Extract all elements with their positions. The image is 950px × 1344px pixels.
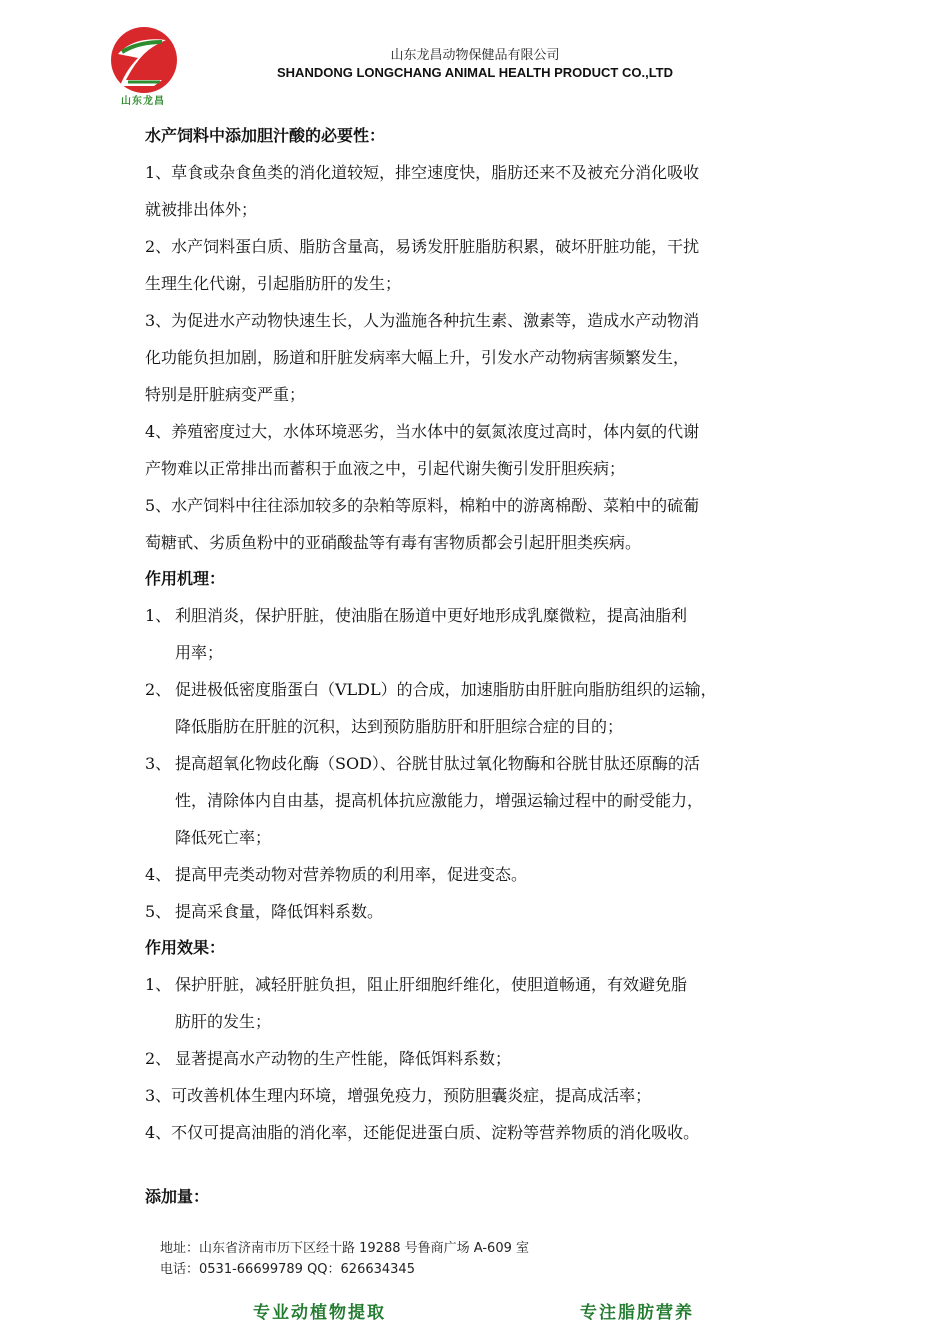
document-body <box>145 118 815 1215</box>
section-title-mechanism: 作用机理： <box>145 569 226 588</box>
paragraph-line: 生理生化代谢，引起脂肪肝的发生； <box>145 274 402 293</box>
paragraph-line: 3、为促进水产动物快速生长，人为滥施各种抗生素、激素等，造成水产动物消 <box>145 311 700 330</box>
list-item <box>145 597 815 671</box>
paragraph-line: 化功能负担加剧，肠道和肝脏发病率大幅上升，引发水产动物病害频繁发生， <box>145 348 690 367</box>
section-title-dosage: 添加量： <box>145 1187 210 1206</box>
logo-text: 山东龙昌 <box>121 96 165 107</box>
paragraph-line: 产物难以正常排出而蓄积于血液之中，引起代谢失衡引发肝胆疾病； <box>145 459 626 478</box>
list-line: 促进极低密度脂蛋白（VLDL）的合成，加速脂肪由肝脏向脂肪组织的运输， <box>175 680 717 699</box>
list-line: 显著提高水产动物的生产性能，降低饵料系数； <box>175 1049 512 1068</box>
paragraph-line: 4、养殖密度过大，水体环境恶劣，当水体中的氨氮浓度过高时，体内氨的代谢 <box>145 422 700 441</box>
list-line: 提高超氧化物歧化酶（SOD）、谷胱甘肽过氧化物酶和谷胱甘肽还原酶的活 <box>175 754 700 773</box>
list-number: 1、 <box>145 975 172 994</box>
list-number: 5、 <box>145 902 172 921</box>
list-item <box>145 671 815 745</box>
list-line: 肪肝的发生； <box>175 1012 272 1031</box>
paragraph-line: 特别是肝脏病变严重； <box>145 385 306 404</box>
list-line: 降低脂肪在肝脏的沉积，达到预防脂肪肝和肝胆综合症的目的； <box>175 717 624 736</box>
footer-contact <box>160 1238 529 1280</box>
slogan-right: 专注脂肪营养 <box>580 1303 694 1323</box>
paragraph-line: 萄糖甙、劣质鱼粉中的亚硝酸盐等有毒有害物质都会引起肝胆类疾病。 <box>145 533 642 552</box>
list-item <box>145 745 815 856</box>
paragraph-line: 2、水产饲料蛋白质、脂肪含量高，易诱发肝脏脂肪积累，破坏肝脏功能，干扰 <box>145 237 700 256</box>
paragraph-line: 就被排出体外； <box>145 200 258 219</box>
paragraph-line: 1、草食或杂食鱼类的消化道较短，排空速度快，脂肪还来不及被充分消化吸收 <box>145 163 700 182</box>
list-item <box>145 966 815 1040</box>
paragraph-line: 4、不仅可提高油脂的消化率，还能促进蛋白质、淀粉等营养物质的消化吸收。 <box>145 1123 700 1142</box>
company-name-cn: 山东龙昌动物保健品有限公司 <box>390 48 560 63</box>
list-number: 4、 <box>145 865 172 884</box>
list-item <box>145 893 815 930</box>
list-number: 2、 <box>145 1049 172 1068</box>
section-title-effects: 作用效果： <box>145 938 226 957</box>
list-line: 提高采食量，降低饵料系数。 <box>175 902 384 921</box>
list-item <box>145 1040 815 1077</box>
list-line: 保护肝脏，减轻肝脏负担，阻止肝细胞纤维化，使胆道畅通，有效避免脂 <box>175 975 688 994</box>
list-line: 性，清除体内自由基，提高机体抗应激能力，增强运输过程中的耐受能力， <box>175 791 704 810</box>
list-line: 用率； <box>175 643 224 662</box>
list-line: 提高甲壳类动物对营养物质的利用率，促进变态。 <box>175 865 528 884</box>
list-number: 3、 <box>145 754 172 773</box>
list-number: 2、 <box>145 680 172 699</box>
list-line: 利胆消炎，保护肝脏，使油脂在肠道中更好地形成乳糜微粒，提高油脂利 <box>175 606 688 625</box>
paragraph-line: 3、可改善机体生理内环境，增强免疫力，预防胆囊炎症，提高成活率； <box>145 1086 652 1105</box>
section-title-necessity: 水产饲料中添加胆汁酸的必要性： <box>145 126 386 145</box>
footer-phone: 电话：0531-66699789 QQ：626634345 <box>160 1262 415 1277</box>
paragraph-line: 5、水产饲料中往往添加较多的杂粕等原料，棉粕中的游离棉酚、菜粕中的硫葡 <box>145 496 700 515</box>
footer-address: 地址：山东省济南市历下区经十路 19288 号鲁商广场 A-609 室 <box>160 1241 529 1256</box>
company-name-en: SHANDONG LONGCHANG ANIMAL HEALTH PRODUCT CO.,LTD <box>277 65 673 80</box>
list-number: 1、 <box>145 606 172 625</box>
slogan-left: 专业动植物提取 <box>253 1303 386 1323</box>
list-line: 降低死亡率； <box>175 828 272 847</box>
list-item <box>145 856 815 893</box>
